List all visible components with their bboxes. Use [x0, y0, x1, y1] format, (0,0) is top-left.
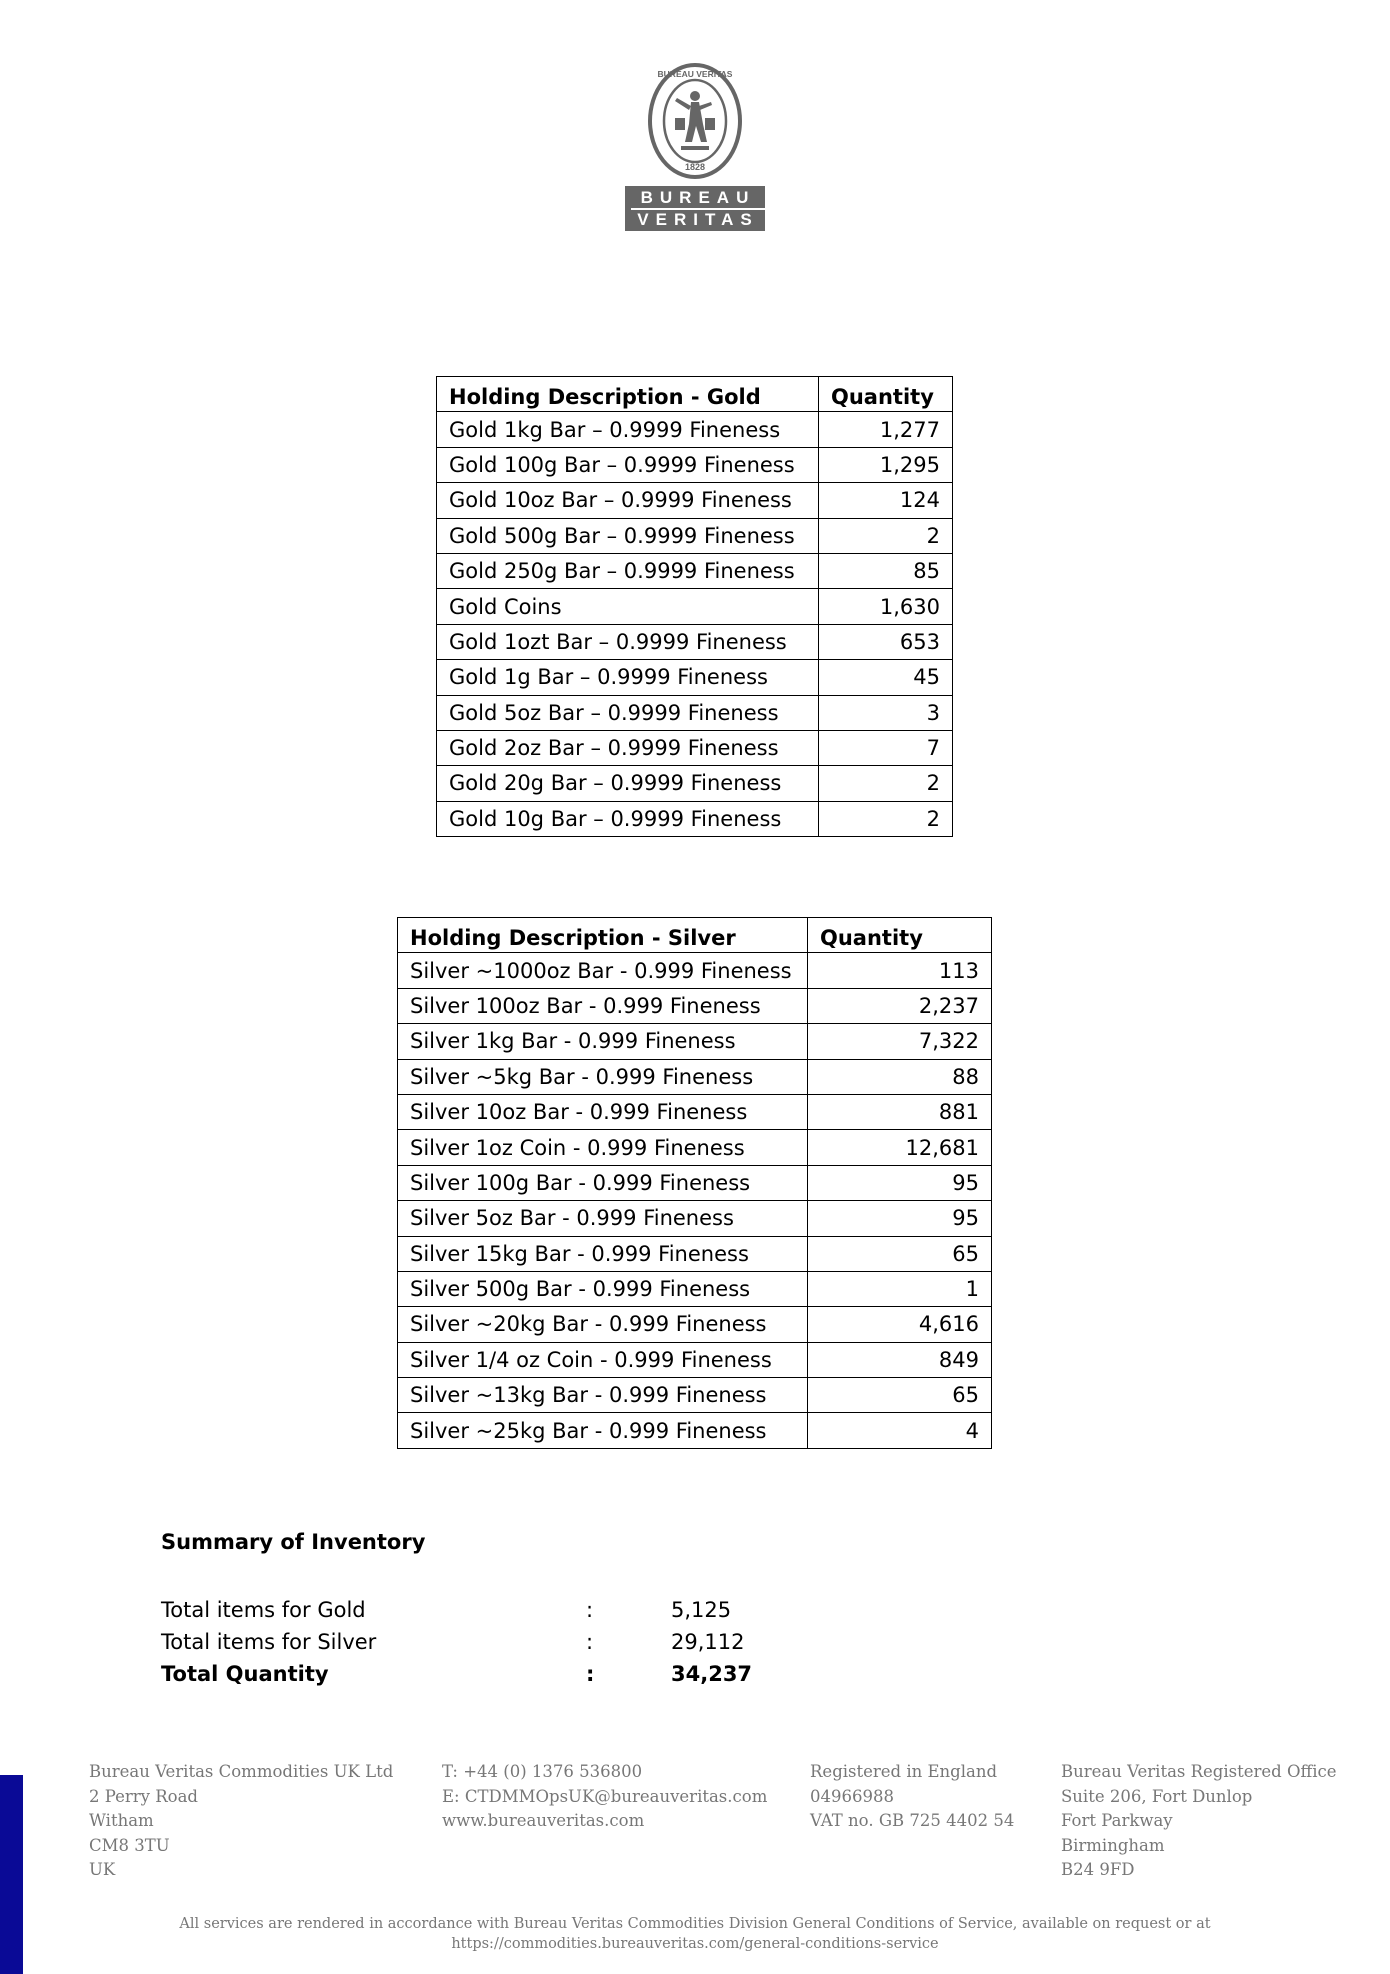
logo-wordmark	[625, 186, 765, 231]
footer-line: Registered in England	[810, 1762, 998, 1781]
holding-description: Silver 1/4 oz Coin - 0.999 Fineness	[398, 1342, 808, 1377]
holding-quantity: 7,322	[808, 1024, 992, 1059]
footer-line: Bureau Veritas Commodities UK Ltd	[89, 1762, 394, 1781]
table-row	[437, 518, 953, 553]
table-row	[398, 1024, 992, 1059]
footer-line: 2 Perry Road	[89, 1786, 198, 1806]
holding-quantity: 2	[819, 801, 953, 836]
footer-email-link[interactable]: E: CTDMMOpsUK@bureauveritas.com	[442, 1786, 768, 1806]
seal-year: 1828	[684, 162, 706, 172]
footer-website-link[interactable]: www.bureauveritas.com	[442, 1811, 645, 1830]
table-row	[437, 624, 953, 659]
holding-quantity: 12,681	[808, 1130, 992, 1165]
holding-description: Gold 1ozt Bar – 0.9999 Fineness	[437, 624, 819, 659]
footer-line: 04966988	[810, 1786, 894, 1806]
holding-description: Silver ~20kg Bar - 0.999 Fineness	[398, 1307, 808, 1342]
holding-quantity: 1	[808, 1271, 992, 1306]
holding-quantity: 1,295	[819, 447, 953, 482]
summary-row-gold	[161, 1594, 861, 1626]
holding-quantity: 4	[808, 1413, 992, 1448]
footer-registration	[810, 1760, 1014, 1834]
gold-holdings-table	[436, 376, 953, 837]
gold-description-header: Holding Description - Gold	[437, 377, 819, 412]
table-row	[398, 1307, 992, 1342]
holding-description: Gold 20g Bar – 0.9999 Fineness	[437, 766, 819, 801]
table-row	[398, 1413, 992, 1448]
holding-quantity: 1,630	[819, 589, 953, 624]
holding-quantity: 1,277	[819, 412, 953, 447]
footer-line: Witham	[89, 1811, 154, 1830]
summary-label: Total items for Silver	[161, 1630, 377, 1654]
table-row	[437, 660, 953, 695]
summary-title: Summary of Inventory	[161, 1530, 426, 1554]
summary-value: 5,125	[671, 1598, 732, 1622]
table-header-row	[437, 377, 953, 412]
holding-description: Silver ~5kg Bar - 0.999 Fineness	[398, 1059, 808, 1094]
inventory-summary	[161, 1530, 861, 1690]
table-header-row	[398, 918, 992, 953]
holding-description: Silver 500g Bar - 0.999 Fineness	[398, 1271, 808, 1306]
silver-quantity-header: Quantity	[808, 918, 992, 953]
disclaimer-text: All services are rendered in accordance with Bureau Veritas Commodities Division General Conditions of Service, available on request or at	[179, 1916, 1211, 1932]
summary-separator: :	[586, 1598, 594, 1622]
conditions-link[interactable]: https://commodities.bureauveritas.com/general-conditions-service	[451, 1936, 939, 1952]
table-row	[437, 695, 953, 730]
holding-description: Silver 1oz Coin - 0.999 Fineness	[398, 1130, 808, 1165]
holding-quantity: 653	[819, 624, 953, 659]
holding-quantity: 95	[808, 1201, 992, 1236]
holding-quantity: 4,616	[808, 1307, 992, 1342]
table-row	[437, 766, 953, 801]
holding-quantity: 3	[819, 695, 953, 730]
holding-description: Silver ~1000oz Bar - 0.999 Fineness	[398, 953, 808, 988]
table-row	[398, 1130, 992, 1165]
table-row	[398, 988, 992, 1023]
footer-line: Fort Parkway	[1061, 1811, 1173, 1830]
footer-line: VAT no. GB 725 4402 54	[810, 1811, 1015, 1830]
footer-line: CM8 3TU	[89, 1835, 170, 1855]
gold-quantity-header: Quantity	[819, 377, 953, 412]
footer-line: Bureau Veritas Registered Office	[1061, 1762, 1337, 1781]
summary-separator: :	[586, 1662, 595, 1686]
holding-description: Silver ~25kg Bar - 0.999 Fineness	[398, 1413, 808, 1448]
summary-row-total	[161, 1658, 861, 1690]
footer-line: B24 9FD	[1061, 1860, 1135, 1879]
table-row	[437, 483, 953, 518]
holding-description: Silver 10oz Bar - 0.999 Fineness	[398, 1094, 808, 1129]
footer-line: UK	[89, 1860, 116, 1879]
holding-quantity: 7	[819, 730, 953, 765]
holding-quantity: 85	[819, 553, 953, 588]
holding-quantity: 65	[808, 1236, 992, 1271]
bureau-veritas-logo	[620, 62, 770, 231]
holding-description: Silver 5oz Bar - 0.999 Fineness	[398, 1201, 808, 1236]
table-row	[398, 1342, 992, 1377]
holding-quantity: 65	[808, 1378, 992, 1413]
table-row	[437, 553, 953, 588]
holding-quantity: 2	[819, 766, 953, 801]
footer-registered-office	[1061, 1760, 1337, 1883]
table-row	[398, 1271, 992, 1306]
holding-description: Gold 2oz Bar – 0.9999 Fineness	[437, 730, 819, 765]
summary-value: 34,237	[671, 1662, 753, 1686]
footer-company-address	[89, 1760, 393, 1883]
table-row	[398, 1165, 992, 1200]
holding-quantity: 88	[808, 1059, 992, 1094]
summary-separator: :	[586, 1630, 594, 1654]
holding-description: Gold 1kg Bar – 0.9999 Fineness	[437, 412, 819, 447]
holding-description: Silver 100oz Bar - 0.999 Fineness	[398, 988, 808, 1023]
summary-value: 29,112	[671, 1630, 745, 1654]
holding-quantity: 881	[808, 1094, 992, 1129]
footer-contact	[442, 1760, 767, 1834]
holding-description: Gold 5oz Bar – 0.9999 Fineness	[437, 695, 819, 730]
holding-quantity: 849	[808, 1342, 992, 1377]
holding-description: Silver ~13kg Bar - 0.999 Fineness	[398, 1378, 808, 1413]
holding-description: Gold 500g Bar – 0.9999 Fineness	[437, 518, 819, 553]
holding-quantity: 95	[808, 1165, 992, 1200]
table-row	[398, 1201, 992, 1236]
table-row	[398, 1094, 992, 1129]
holding-description: Gold 1g Bar – 0.9999 Fineness	[437, 660, 819, 695]
table-row	[437, 589, 953, 624]
seal-text: BUREAU VERITAS	[657, 69, 733, 79]
holding-description: Silver 1kg Bar - 0.999 Fineness	[398, 1024, 808, 1059]
silver-holdings-table	[397, 917, 992, 1449]
footer-disclaimer	[0, 1914, 1390, 1954]
holding-description: Gold 250g Bar – 0.9999 Fineness	[437, 553, 819, 588]
table-row	[437, 801, 953, 836]
logo-word-line-2: VERITAS	[631, 208, 765, 230]
holding-description: Gold 10g Bar – 0.9999 Fineness	[437, 801, 819, 836]
footer-line: Suite 206, Fort Dunlop	[1061, 1786, 1253, 1806]
silver-description-header: Holding Description - Silver	[398, 918, 808, 953]
holding-description: Silver 100g Bar - 0.999 Fineness	[398, 1165, 808, 1200]
summary-label: Total Quantity	[161, 1662, 329, 1686]
table-row	[398, 1378, 992, 1413]
logo-word-line-1: BUREAU	[640, 188, 756, 207]
table-row	[398, 953, 992, 988]
holding-description: Gold Coins	[437, 589, 819, 624]
holding-description: Gold 10oz Bar – 0.9999 Fineness	[437, 483, 819, 518]
holding-quantity: 45	[819, 660, 953, 695]
table-row	[398, 1059, 992, 1094]
summary-label: Total items for Gold	[161, 1598, 366, 1622]
footer-line: Birmingham	[1061, 1835, 1165, 1855]
table-row	[437, 412, 953, 447]
footer-phone: T: +44 (0) 1376 536800	[442, 1762, 643, 1781]
holding-quantity: 2	[819, 518, 953, 553]
holding-description: Silver 15kg Bar - 0.999 Fineness	[398, 1236, 808, 1271]
table-row	[437, 730, 953, 765]
holding-quantity: 113	[808, 953, 992, 988]
holding-quantity: 124	[819, 483, 953, 518]
summary-row-silver	[161, 1626, 861, 1658]
bureau-veritas-seal-icon	[647, 62, 743, 180]
table-row	[398, 1236, 992, 1271]
holding-description: Gold 100g Bar – 0.9999 Fineness	[437, 447, 819, 482]
holding-quantity: 2,237	[808, 988, 992, 1023]
table-row	[437, 447, 953, 482]
